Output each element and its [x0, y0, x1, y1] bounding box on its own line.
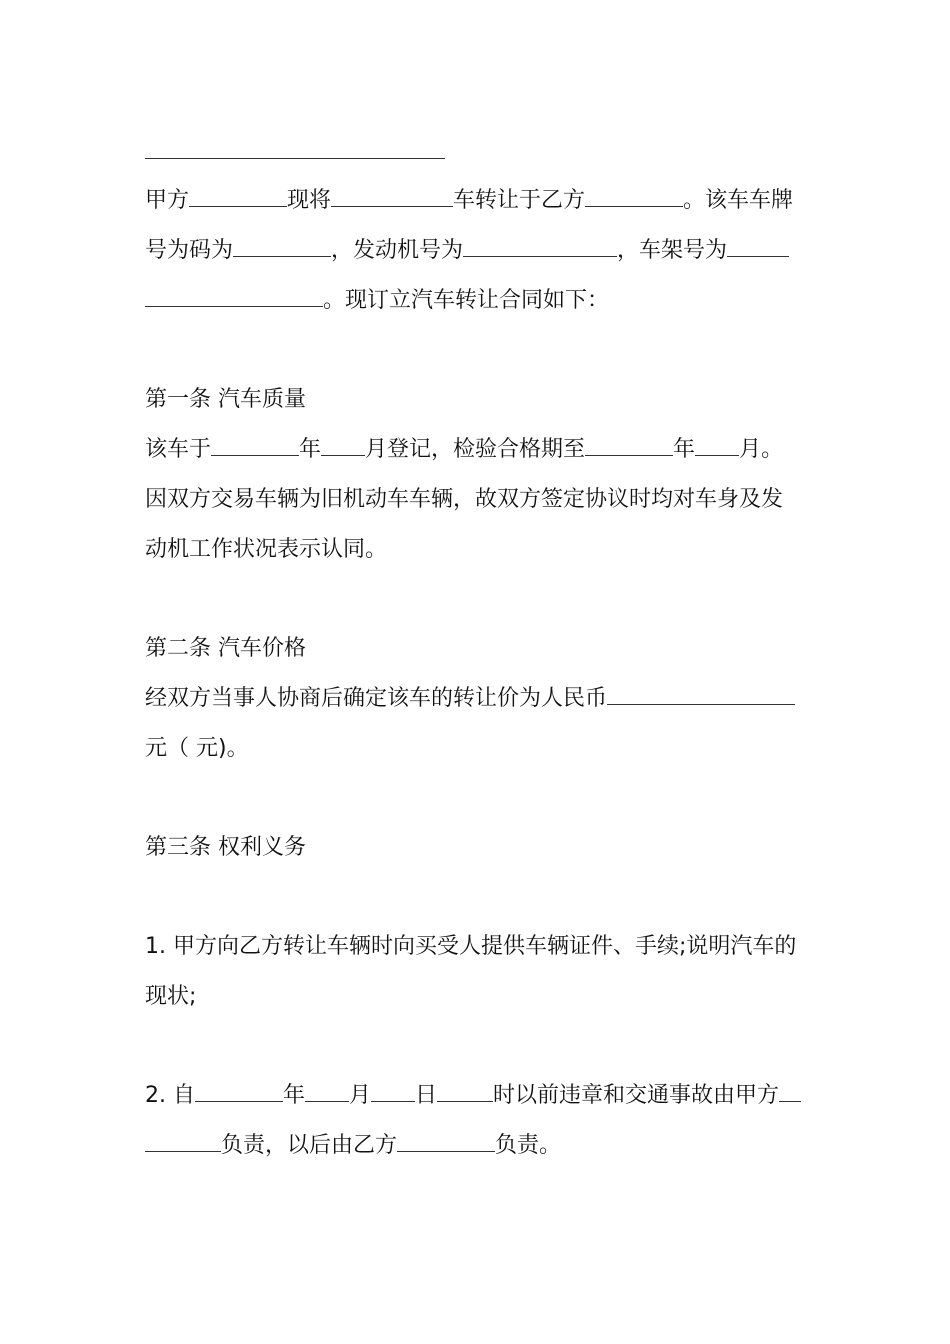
- intro-line-2: [145, 236, 789, 266]
- text: 年: [282, 1083, 305, 1108]
- text: 日: [415, 1083, 438, 1108]
- blank-valid-year[interactable]: [585, 435, 673, 456]
- blank-party-a-responsible-part2[interactable]: [145, 1131, 221, 1152]
- text: 。现订立汽车转让合同如下：: [323, 288, 610, 313]
- text: 号为码为: [145, 238, 234, 263]
- article-1-line-1: [145, 435, 783, 465]
- article-2-heading: 第二条 汽车价格: [145, 636, 306, 661]
- article-1-line-2: 因双方交易车辆为旧机动车车辆，故双方签定协议时均对车身及发: [145, 487, 784, 512]
- text: 该车于: [145, 437, 212, 462]
- title-blank-line: [145, 158, 445, 159]
- article-3-item-2-line-2: [145, 1131, 561, 1161]
- blank-party-b-responsible[interactable]: [397, 1131, 495, 1152]
- text: 月: [349, 1083, 372, 1108]
- article-2-line-2: 元（ 元)。: [145, 736, 249, 761]
- blank-party-a[interactable]: [189, 186, 287, 207]
- text: 。该车车牌: [683, 188, 794, 213]
- article-3-heading: 第三条 权利义务: [145, 835, 306, 860]
- blank-date-hour[interactable]: [437, 1081, 493, 1102]
- blank-price[interactable]: [607, 684, 795, 705]
- blank-plate-number[interactable]: [233, 236, 331, 257]
- text: 月。: [739, 437, 784, 462]
- blank-party-b[interactable]: [585, 186, 683, 207]
- blank-vin-part2[interactable]: [145, 286, 323, 307]
- article-3-item-1-line-1: 1. 甲方向乙方转让车辆时向买受人提供车辆证件、手续;说明汽车的: [145, 934, 797, 959]
- text: 经双方当事人协商后确定该车的转让价为人民币: [145, 686, 608, 711]
- article-3-item-2-line-1: [145, 1081, 801, 1111]
- text: 年: [299, 437, 322, 462]
- blank-car-model[interactable]: [331, 186, 453, 207]
- text: 负责，以后由乙方: [221, 1133, 398, 1158]
- text: 负责。: [495, 1133, 562, 1158]
- blank-valid-month[interactable]: [695, 435, 739, 456]
- text: 年: [673, 437, 696, 462]
- article-1-heading: 第一条 汽车质量: [145, 387, 306, 412]
- blank-date-month[interactable]: [305, 1081, 349, 1102]
- article-3-item-1-line-2: 现状;: [145, 984, 197, 1009]
- article-2-line-1: [145, 684, 795, 714]
- blank-date-year[interactable]: [195, 1081, 283, 1102]
- blank-date-day[interactable]: [371, 1081, 415, 1102]
- blank-register-year[interactable]: [211, 435, 299, 456]
- text: ，车架号为: [617, 238, 728, 263]
- blank-engine-number[interactable]: [463, 236, 617, 257]
- text: 时以前违章和交通事故由甲方: [493, 1083, 780, 1108]
- text: 甲方: [145, 188, 190, 213]
- blank-party-a-responsible-part1[interactable]: [779, 1081, 801, 1102]
- blank-vin-part1[interactable]: [727, 236, 789, 257]
- text: 2. 自: [145, 1083, 195, 1108]
- article-1-line-3: 动机工作状况表示认同。: [145, 537, 388, 562]
- text: 月登记，检验合格期至: [365, 437, 586, 462]
- intro-line-1: [145, 186, 793, 216]
- text: ，发动机号为: [331, 238, 464, 263]
- text: 车转让于乙方: [453, 188, 586, 213]
- intro-line-3: [145, 286, 609, 316]
- blank-register-month[interactable]: [321, 435, 365, 456]
- text: 现将: [287, 188, 332, 213]
